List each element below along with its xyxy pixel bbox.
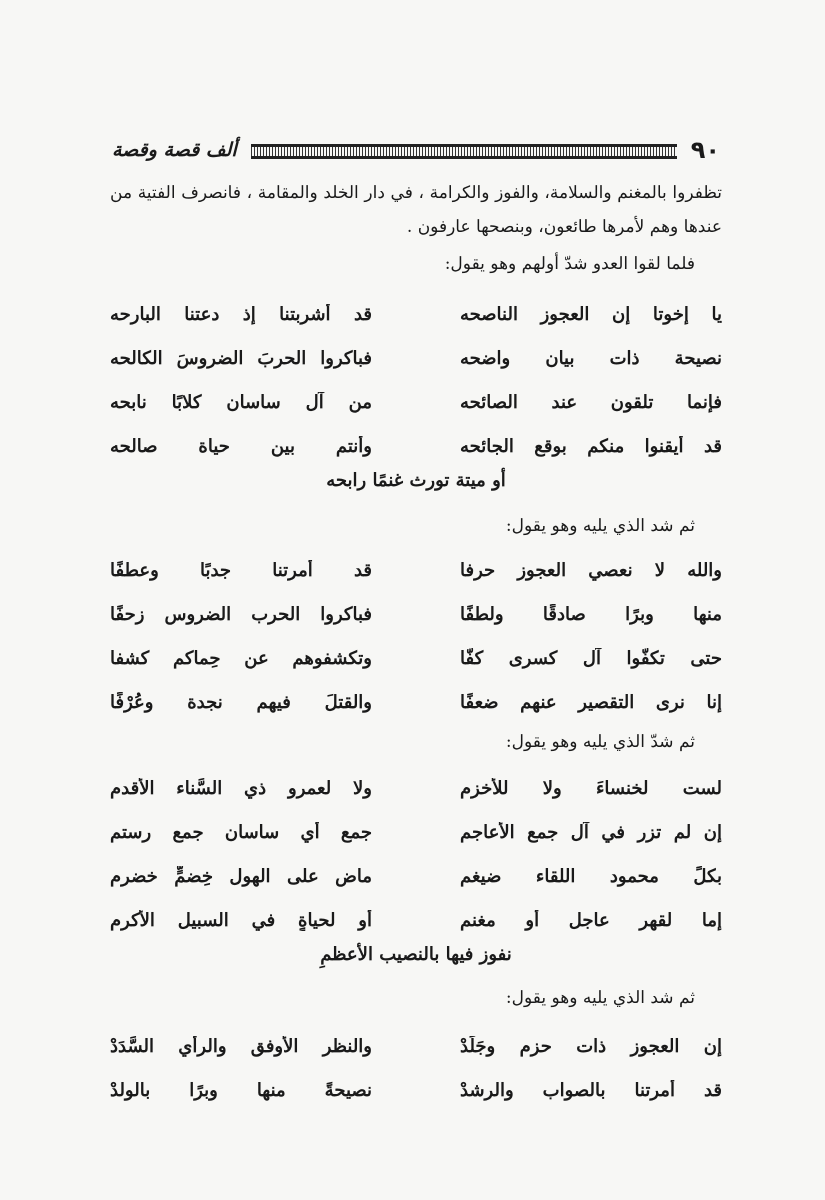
section-4-intro: ثم شد الذي يليه وهو يقول: xyxy=(505,988,695,1008)
verse-first-hemistich: قد أيقنوا منكم بوقع الجائحه xyxy=(460,435,722,457)
verse-first-hemistich: فإنما تلقون عند الصائحه xyxy=(460,391,722,413)
verse-second-hemistich: نصيحةً منها وبرًا بالولدْ xyxy=(110,1079,372,1101)
verse-second-hemistich: فباكروا الحربَ الضروسَ الكالحه xyxy=(110,347,372,369)
verse-first-hemistich: والله لا نعصي العجوز حرفا xyxy=(460,559,722,581)
header-rule xyxy=(251,144,677,159)
verse-second-hemistich: أو لحياةٍ في السبيل الأكرمِ xyxy=(110,909,372,931)
section-2-intro: ثم شد الذي يليه وهو يقول: xyxy=(505,516,695,536)
poem-section-1 xyxy=(110,292,722,468)
verse-first-hemistich: بكلٍّ محمود اللقاء ضيغم xyxy=(460,865,722,887)
book-title: ألف قصة وقصة xyxy=(112,139,237,161)
verse-second-hemistich: فباكروا الحرب الضروس زحفًا xyxy=(110,603,372,625)
verse-first-hemistich: نصيحة ذات بيان واضحه xyxy=(460,347,722,369)
verse-first-hemistich: يا إخوتا إن العجوز الناصحه xyxy=(460,303,722,325)
verse xyxy=(110,898,722,942)
section-3-intro: ثم شدّ الذي يليه وهو يقول: xyxy=(505,732,695,752)
section-1-intro: فلما لقوا العدو شدّ أولهم وهو يقول: xyxy=(444,254,695,274)
verse xyxy=(110,548,722,592)
verse xyxy=(110,1024,722,1068)
verse-second-hemistich: والقتلَ فيهم نجدة وعُرْفًا xyxy=(110,691,372,713)
section-3-closing-line: نفوز فيها بالنصيب الأعظمِ xyxy=(320,944,512,965)
poem-section-2 xyxy=(110,548,722,724)
verse xyxy=(110,336,722,380)
verse-first-hemistich: إما لقهر عاجل أو مغنمٍ xyxy=(460,909,722,931)
poem-section-3 xyxy=(110,766,722,942)
verse-second-hemistich: قد أشربتنا إذ دعتنا البارحه xyxy=(110,303,372,325)
verse xyxy=(110,680,722,724)
page-number: ٩٠ xyxy=(690,136,720,164)
verse-second-hemistich: قد أمرتنا جدبًا وعطفًا xyxy=(110,559,372,581)
verse-first-hemistich: إن العجوز ذات حزم وجَلَدْ xyxy=(460,1035,722,1057)
verse xyxy=(110,854,722,898)
verse-second-hemistich: وأنتم بين حياة صالحه xyxy=(110,435,372,457)
verse-second-hemistich: ماضٍ على الهول خِضمٍّ خضرمِ xyxy=(110,865,372,887)
poem-section-4 xyxy=(110,1024,722,1112)
verse-first-hemistich: لست لخنساءَ ولا للأخزم xyxy=(460,777,722,799)
verse xyxy=(110,424,722,468)
section-1-closing-line: أو ميتة تورث غنمًا رابحه xyxy=(326,470,506,491)
verse-second-hemistich: من آل ساسان كلابًا نابحه xyxy=(110,391,372,413)
verse-second-hemistich: والنظر الأوفق والرأي السَّدَدْ xyxy=(110,1035,372,1057)
verse-second-hemistich: ولا لعمرو ذي السَّناء الأقدمِ xyxy=(110,777,372,799)
prose-paragraph: تظفروا بالمغنم والسلامة، والفوز والكرامة ، في دار الخلد والمقامة ، فانصرف الفتية من عندها وهم لأمرها طائعون، وبنصحها عارفون . xyxy=(110,183,722,237)
verse-second-hemistich: جمع أي ساسان جمعِ رستم xyxy=(110,821,372,843)
verse xyxy=(110,636,722,680)
verse-second-hemistich: وتكشفوهم عن حِماكم كشفا xyxy=(110,647,372,669)
verse xyxy=(110,1068,722,1112)
verse-first-hemistich: إن لم تزر في آل جمع الأعاجم xyxy=(460,821,722,843)
page-header xyxy=(112,132,720,168)
verse xyxy=(110,380,722,424)
verse-first-hemistich: إنا نرى التقصير عنهم ضعفًا xyxy=(460,691,722,713)
verse xyxy=(110,810,722,854)
verse xyxy=(110,592,722,636)
verse-first-hemistich: قد أمرتنا بالصواب والرشدْ xyxy=(460,1079,722,1101)
verse-first-hemistich: حتى تكفّوا آل كسرى كفّا xyxy=(460,647,722,669)
verse xyxy=(110,292,722,336)
verse-first-hemistich: منها وبرًا صادقًا ولطفًا xyxy=(460,603,722,625)
verse xyxy=(110,766,722,810)
